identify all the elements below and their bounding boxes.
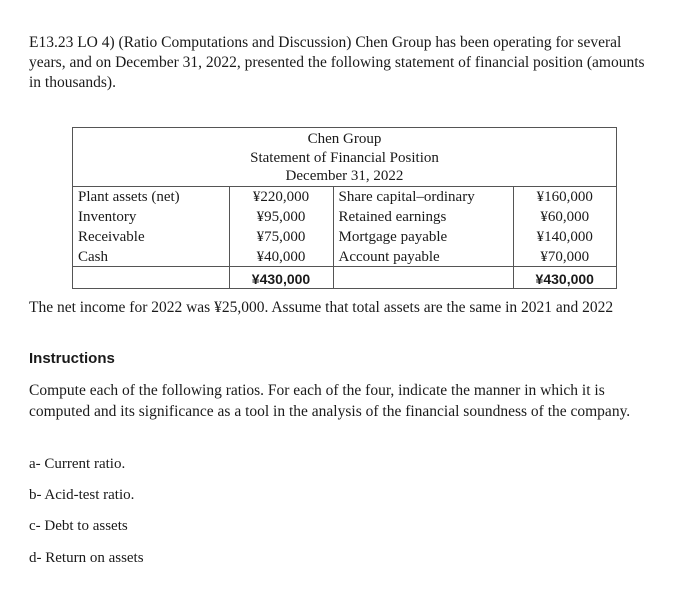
asset-amount: ¥220,000 [229, 186, 333, 206]
table-row [73, 206, 616, 226]
asset-label: Receivable [73, 226, 229, 246]
total-liabilities-equity: ¥430,000 [513, 266, 616, 288]
liability-label: Mortgage payable [333, 226, 513, 246]
statement-of-financial-position [72, 127, 617, 289]
liability-label: Share capital–ordinary [333, 186, 513, 206]
table-row [73, 186, 616, 206]
net-income-note: The net income for 2022 was ¥25,000. Assume that total assets are the same in 2021 and 2022 [29, 299, 614, 316]
total-asset-label [73, 266, 229, 288]
liability-amount: ¥60,000 [540, 208, 590, 225]
problem-intro: E13.23 LO 4) (Ratio Computations and Discussion) Chen Group has been operating for several years, and on December 31, 2022, presented the following statement of financial position (amounts in thousands). [29, 34, 645, 91]
statement-table [73, 186, 616, 288]
table-row [73, 246, 616, 267]
statement-title: Statement of Financial Position [250, 149, 439, 166]
asset-label: Cash [73, 246, 229, 267]
asset-amount: ¥95,000 [229, 206, 333, 226]
company-name: Chen Group [307, 131, 382, 147]
liability-amount: ¥160,000 [513, 186, 616, 206]
statement-header [73, 128, 616, 186]
liability-amount: ¥140,000 [536, 228, 593, 245]
instructions-text: Compute each of the following ratios. For each of the four, indicate the manner in which it is computed and its significance as a tool in the analysis of the financial soundness of the company. [29, 382, 631, 420]
liability-amount: ¥70,000 [540, 248, 590, 265]
ratio-item-current: a- Current ratio. [29, 456, 126, 472]
asset-label: Plant assets (net) [73, 186, 229, 206]
table-row [73, 226, 616, 246]
ratio-item-debt-to-assets: c- Debt to assets [29, 518, 128, 534]
statement-date: December 31, 2022 [285, 168, 404, 184]
asset-amount: ¥40,000 [229, 246, 333, 267]
liability-label: Account payable [333, 246, 513, 267]
liability-label: Retained earnings [333, 206, 513, 226]
ratio-item-return-on-assets: d- Return on assets [29, 550, 144, 566]
asset-label: Inventory [73, 206, 229, 226]
asset-amount: ¥75,000 [229, 226, 333, 246]
total-row [73, 266, 616, 288]
ratio-item-acid-test: b- Acid-test ratio. [29, 487, 135, 503]
total-liability-label [333, 266, 513, 288]
instructions-heading: Instructions [29, 350, 115, 367]
total-assets: ¥430,000 [229, 266, 333, 288]
